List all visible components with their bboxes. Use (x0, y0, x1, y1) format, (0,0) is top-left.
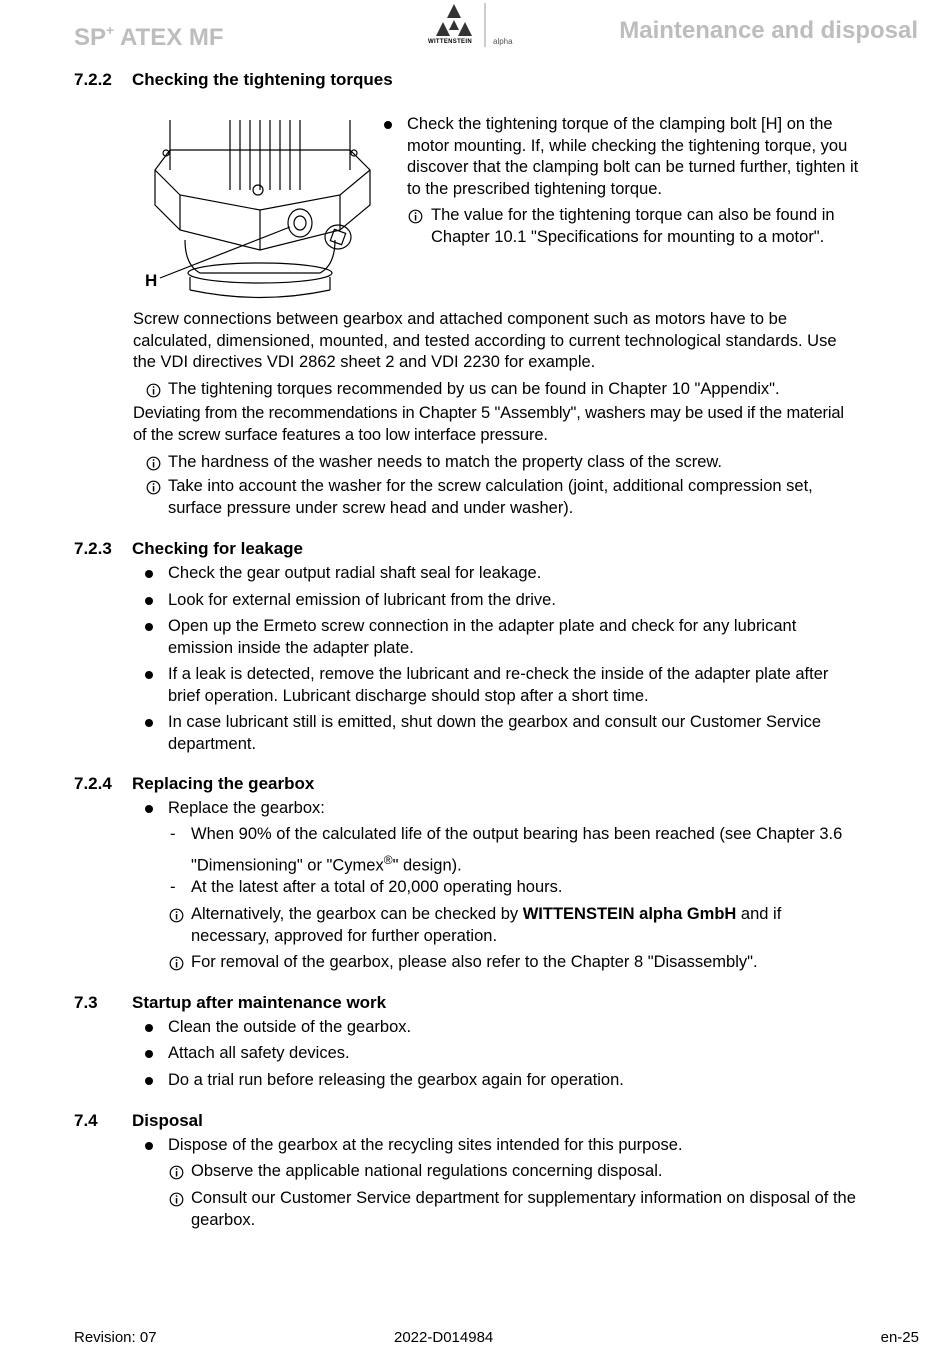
info-note: Observe the applicable national regulations concerning disposal. (191, 1162, 663, 1180)
section-title: Checking for leakage (132, 539, 304, 558)
list-item: Do a trial run before releasing the gearbox again for operation. (168, 1071, 624, 1089)
paragraph (133, 309, 837, 374)
text-line: brief operation. Lubricant discharge should stop after a short time. (168, 686, 649, 705)
list-item: Check the gear output radial shaft seal for leakage. (168, 564, 542, 582)
info-icon (146, 480, 161, 495)
text-line: necessary, approved for further operation. (191, 926, 498, 945)
list-item (168, 712, 821, 755)
bullet-dot (145, 1024, 153, 1032)
footer-doc-id: 2022-D014984 (394, 1329, 494, 1346)
list-item: Clean the outside of the gearbox. (168, 1018, 412, 1036)
list-item (168, 664, 828, 707)
info-note (191, 1188, 856, 1231)
section-number: 7.4 (74, 1111, 98, 1130)
info-icon (169, 1165, 184, 1180)
logo-sub-text: alpha (493, 37, 513, 46)
text-line: Screw connections between gearbox and attached component such as motors have to be (133, 310, 787, 328)
text-line: Open up the Ermeto screw connection in the adapter plate and check for any lubricant (168, 617, 797, 635)
info-note (191, 904, 781, 947)
section-number: 7.2.2 (74, 70, 112, 89)
text-line: The value for the tightening torque can also be found in (431, 206, 835, 224)
footer-revision: Revision: 07 (74, 1329, 157, 1346)
info-note: The tightening torques recommended by us can be found in Chapter 10 "Appendix". (168, 380, 780, 398)
text-line: Deviating from the recommendations in Chapter 5 "Assembly", washers may be used if the material (133, 404, 844, 422)
section-title: Startup after maintenance work (132, 993, 387, 1012)
header-left-title: SP+ ATEX MF (74, 22, 224, 51)
bullet-dot (145, 805, 153, 813)
text-line: calculated, dimensioned, mounted, and tested according to current technological standards. Use (133, 331, 837, 350)
footer-page-number: en-25 (880, 1329, 919, 1346)
info-icon (146, 383, 161, 398)
info-icon (169, 956, 184, 971)
section-title: Checking the tightening torques (132, 70, 393, 89)
dash-item: At the latest after a total of 20,000 operating hours. (191, 878, 563, 896)
text-line: Chapter 10.1 "Specifications for mounting to a motor". (431, 227, 825, 246)
logo-brand-text: WITTENSTEIN (428, 39, 472, 45)
bullet-dot (145, 1077, 153, 1085)
header-right-title: Maintenance and disposal (619, 17, 918, 44)
text-line: emission inside the adapter plate. (168, 638, 414, 657)
text-line: the VDI directives VDI 2862 sheet 2 and VDI 2230 for example. (133, 353, 596, 371)
text-line: gearbox. (191, 1210, 256, 1229)
text-line: In case lubricant still is emitted, shut down the gearbox and consult our Customer Service (168, 713, 821, 731)
info-note: For removal of the gearbox, please also refer to the Chapter 8 "Disassembly". (191, 953, 758, 971)
bullet-dot (145, 719, 153, 727)
text-line: surface pressure under screw head and under washer). (168, 498, 574, 517)
bullet-dot (145, 1142, 153, 1150)
info-icon (169, 1192, 184, 1207)
list-item: Dispose of the gearbox at the recycling sites intended for this purpose. (168, 1136, 683, 1154)
text-line: of the screw surface features a too low interface pressure. (133, 425, 548, 444)
bullet-dot (384, 121, 392, 129)
paragraph (133, 403, 844, 446)
bullet-dot (145, 1050, 153, 1058)
list-item: Look for external emission of lubricant from the drive. (168, 591, 556, 609)
text-line: Alternatively, the gearbox can be checked by WITTENSTEIN alpha GmbH and if (191, 905, 782, 923)
text-line: discover that the clamping bolt can be turned further, tighten it (407, 158, 859, 176)
section-title: Disposal (132, 1111, 203, 1130)
text-line: When 90% of the calculated life of the output bearing has been reached (see Chapter 3.6 (191, 825, 843, 843)
section-number: 7.2.3 (74, 539, 112, 558)
bullet-dot (145, 570, 153, 578)
info-note (168, 476, 813, 519)
text-line: Consult our Customer Service department for supplementary information on disposal of the (191, 1189, 856, 1207)
section-number: 7.2.4 (74, 774, 112, 793)
figure-label-h: H (145, 271, 158, 290)
info-icon (169, 908, 184, 923)
bullet-dot (145, 623, 153, 631)
text-line: Check the tightening torque of the clamping bolt [H] on the (407, 115, 833, 133)
dash-marker: - (170, 825, 176, 843)
text-line: department. (168, 734, 257, 753)
text-line: to the prescribed tightening torque. (407, 179, 663, 198)
info-icon (146, 456, 161, 471)
text-line: Take into account the washer for the screw calculation (joint, additional compression set, (168, 477, 813, 495)
list-item (407, 114, 858, 200)
bullet-dot (145, 671, 153, 679)
list-item: Attach all safety devices. (168, 1044, 350, 1062)
wittenstein-logo (428, 2, 524, 48)
list-item: Replace the gearbox: (168, 799, 325, 817)
dash-item (191, 824, 842, 877)
section-number: 7.3 (74, 993, 98, 1012)
section-title: Replacing the gearbox (132, 774, 315, 793)
text-line: If a leak is detected, remove the lubricant and re-check the inside of the adapter plate after (168, 665, 829, 683)
dash-marker: - (170, 878, 176, 896)
list-item (168, 616, 796, 659)
text-line: motor mounting. If, while checking the tightening torque, you (407, 136, 848, 155)
info-note (431, 205, 835, 248)
gearbox-figure (140, 115, 380, 300)
info-note: The hardness of the washer needs to match the property class of the screw. (168, 453, 722, 471)
bullet-dot (145, 597, 153, 605)
text-line: "Dimensioning" or "Cymex®" design). (191, 852, 462, 874)
info-icon (408, 209, 423, 224)
